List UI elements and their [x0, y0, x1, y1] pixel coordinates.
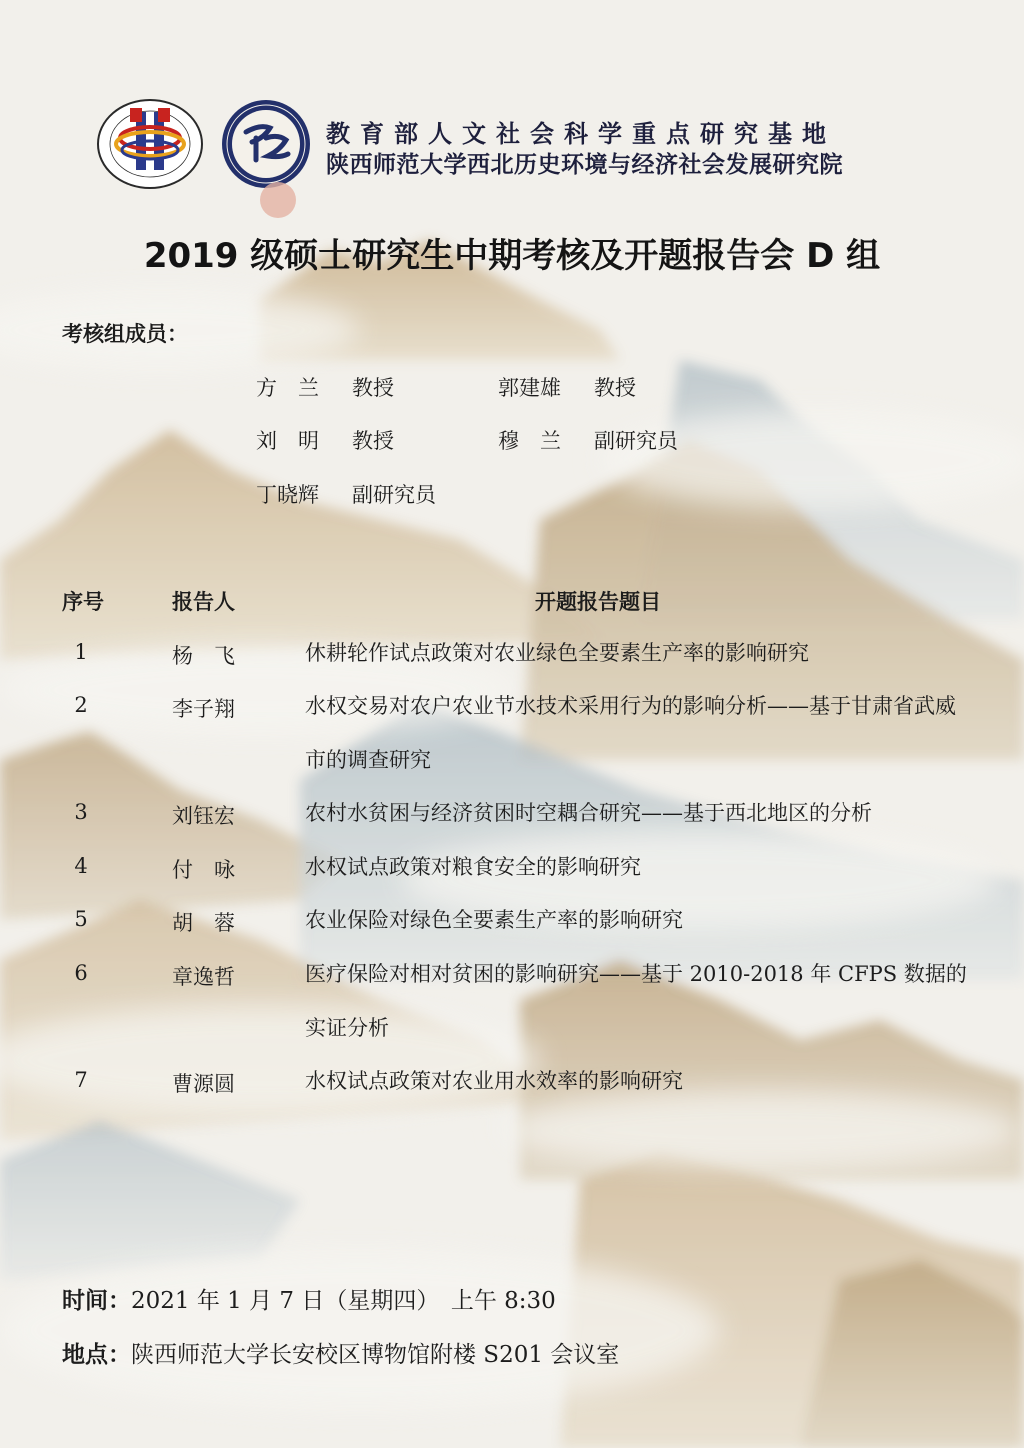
row-topic: 水权试点政策对粮食安全的影响研究: [305, 855, 641, 879]
event-location: [62, 1336, 619, 1369]
row-number: 3: [74, 800, 88, 824]
member-name: 郭建雄: [498, 376, 561, 400]
member-title: 教授: [352, 429, 394, 453]
member-title: 副研究员: [594, 429, 678, 453]
row-reporter: 李子翔: [172, 697, 235, 721]
committee-member: [498, 425, 678, 455]
committee-member: [256, 479, 436, 509]
row-topic: 农村水贫困与经济贫困时空耦合研究——基于西北地区的分析: [305, 801, 872, 825]
row-number: 6: [74, 961, 88, 985]
row-reporter: 曹源圆: [172, 1072, 235, 1096]
time-label: 时间：: [62, 1288, 131, 1314]
member-name: 方 兰: [256, 376, 319, 400]
institute-base-title: 教育部人文社会科学重点研究基地: [326, 120, 836, 148]
seal-stamp: [258, 180, 298, 220]
place-value: 陕西师范大学长安校区博物馆附楼 S201 会议室: [131, 1342, 620, 1368]
row-topic: 水权交易对农户农业节水技术采用行为的影响分析——基于甘肃省武威市的调查研究: [305, 694, 956, 772]
event-time: [62, 1282, 556, 1315]
row-number: 4: [74, 854, 88, 878]
member-name: 丁晓辉: [256, 483, 319, 507]
row-number: 7: [74, 1068, 88, 1092]
table-header-reporter: 报告人: [172, 590, 235, 614]
row-number: 2: [74, 693, 88, 717]
row-reporter: 章逸哲: [172, 965, 235, 989]
row-reporter: 刘钰宏: [172, 804, 235, 828]
committee-member: [256, 372, 394, 402]
institute-name: 陕西师范大学西北历史环境与经济社会发展研究院: [326, 152, 843, 178]
row-reporter: 胡 蓉: [172, 911, 235, 935]
key-research-institute-logo: [96, 98, 204, 190]
committee-member: [256, 425, 394, 455]
member-title: 教授: [594, 376, 636, 400]
member-title: 副研究员: [352, 483, 436, 507]
table-header-topic: 开题报告题目: [535, 590, 661, 614]
row-number: 5: [74, 907, 88, 931]
row-topic: 水权试点政策对农业用水效率的影响研究: [305, 1069, 683, 1093]
member-name: 穆 兰: [498, 429, 561, 453]
row-topic: 医疗保险对相对贫困的影响研究——基于 2010-2018 年 CFPS 数据的实证分析: [305, 962, 967, 1040]
row-topic: 农业保险对绿色全要素生产率的影响研究: [305, 908, 683, 932]
member-name: 刘 明: [256, 429, 319, 453]
table-header-no: 序号: [62, 590, 104, 614]
row-reporter: 付 咏: [172, 858, 235, 882]
row-number: 1: [74, 640, 88, 664]
row-reporter: 杨 飞: [172, 644, 235, 668]
row-topic: 休耕轮作试点政策对农业绿色全要素生产率的影响研究: [305, 641, 809, 665]
place-label: 地点：: [62, 1342, 131, 1368]
time-value: 2021 年 1 月 7 日（星期四） 上午 8:30: [131, 1288, 556, 1314]
member-title: 教授: [352, 376, 394, 400]
committee-member: [498, 372, 636, 402]
page-title: 2019 级硕士研究生中期考核及开题报告会 D 组: [143, 236, 881, 276]
committee-label: 考核组成员：: [62, 322, 188, 346]
northwest-research-institute-logo: [220, 98, 312, 190]
